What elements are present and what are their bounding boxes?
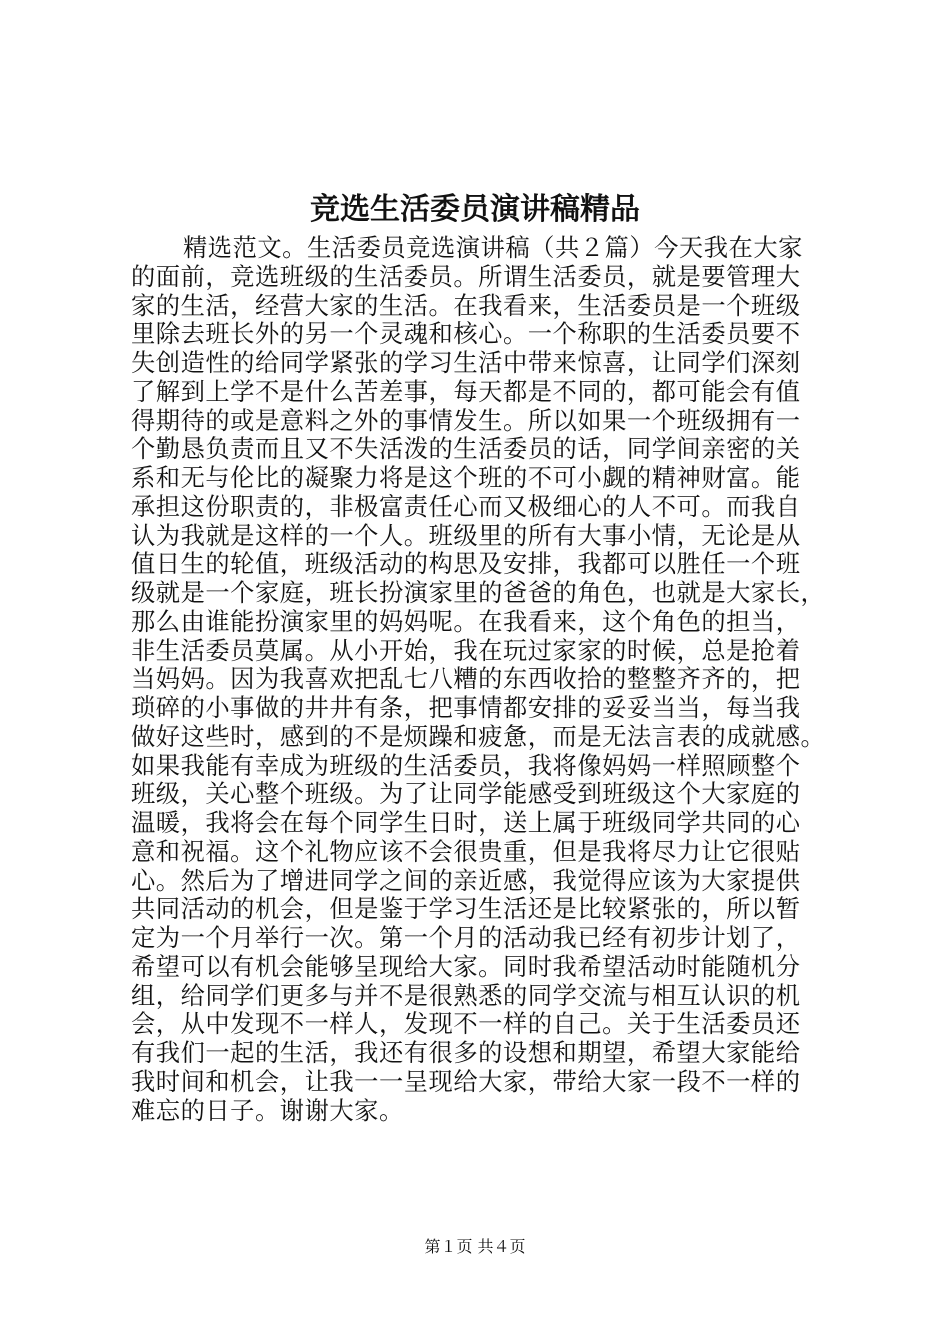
- body-line: 了解到上学不是什么苦差事，每天都是不同的，都可能会有值: [131, 376, 801, 406]
- page-title: 竞选生活委员演讲稿精品: [310, 192, 640, 227]
- body-line: 认为我就是这样的一个人。班级里的所有大事小情，无论是从: [131, 520, 801, 550]
- body-line: 当妈妈。因为我喜欢把乱七八糟的东西收拾的整整齐齐的，把: [131, 664, 801, 694]
- body-line: 温暖，我将会在每个同学生日时，送上属于班级同学共同的心: [131, 808, 801, 837]
- body-line: 家的生活，经营大家的生活。在我看来，生活委员是一个班级: [131, 290, 801, 320]
- page-footer: 第１页 共４页: [424, 1237, 526, 1256]
- body-line: 那么由谁能扮演家里的妈妈呢。在我看来，这个角色的担当，: [131, 606, 801, 636]
- body-line: 里除去班长外的另一个灵魂和核心。一个称职的生活委员要不: [131, 319, 801, 349]
- body-line: 非生活委员莫属。从小开始，我在玩过家家的时候，总是抢着: [131, 635, 801, 665]
- body-line: 精选范文。生活委员竞选演讲稿（共２篇）今天我在大家: [183, 233, 803, 262]
- body-line: 失创造性的给同学紧张的学习生活中带来惊喜，让同学们深刻: [131, 348, 801, 377]
- body-line: 我时间和机会，让我一一呈现给大家，带给大家一段不一样的: [131, 1066, 801, 1096]
- body-line: 系和无与伦比的凝聚力将是这个班的不可小觑的精神财富。能: [131, 463, 801, 492]
- body-line: 的面前，竞选班级的生活委员。所谓生活委员，就是要管理大: [131, 261, 801, 291]
- body-line: 希望可以有机会能够呈现给大家。同时我希望活动时能随机分: [131, 951, 801, 981]
- body-line: 难忘的日子。谢谢大家。: [131, 1095, 404, 1125]
- body-line: 琐碎的小事做的井井有条，把事情都安排的妥妥当当，每当我: [131, 693, 801, 722]
- body-line: 如果我能有幸成为班级的生活委员，我将像妈妈一样照顾整个: [131, 750, 801, 780]
- body-line: 定为一个月举行一次。第一个月的活动我已经有初步计划了，: [131, 923, 801, 952]
- body-line: 班级，关心整个班级。为了让同学能感受到班级这个大家庭的: [131, 779, 801, 809]
- body-line: 心。然后为了增进同学之间的亲近感，我觉得应该为大家提供: [131, 865, 801, 895]
- body-line: 值日生的轮值，班级活动的构思及安排，我都可以胜任一个班: [131, 549, 801, 579]
- body-line: 共同活动的机会，但是鉴于学习生活还是比较紧张的，所以暂: [131, 894, 801, 924]
- body-line: 做好这些时，感到的不是烦躁和疲惫，而是无法言表的成就感。: [131, 721, 826, 751]
- body-line: 个勤恳负责而且又不失活泼的生活委员的话，同学间亲密的关: [131, 434, 801, 464]
- body-line: 级就是一个家庭，班长扮演家里的爸爸的角色，也就是大家长，: [131, 578, 826, 607]
- body-line: 组，给同学们更多与并不是很熟悉的同学交流与相互认识的机: [131, 980, 801, 1010]
- body-line: 得期待的或是意料之外的事情发生。所以如果一个班级拥有一: [131, 405, 801, 435]
- body-line: 意和祝福。这个礼物应该不会很贵重，但是我将尽力让它很贴: [131, 836, 801, 866]
- body-text: [131, 234, 831, 1125]
- body-line: 承担这份职责的，非极富责任心而又极细心的人不可。而我自: [131, 491, 801, 521]
- body-line: 会，从中发现不一样人，发现不一样的自己。关于生活委员还: [131, 1009, 801, 1039]
- body-line: 有我们一起的生活，我还有很多的设想和期望，希望大家能给: [131, 1038, 801, 1067]
